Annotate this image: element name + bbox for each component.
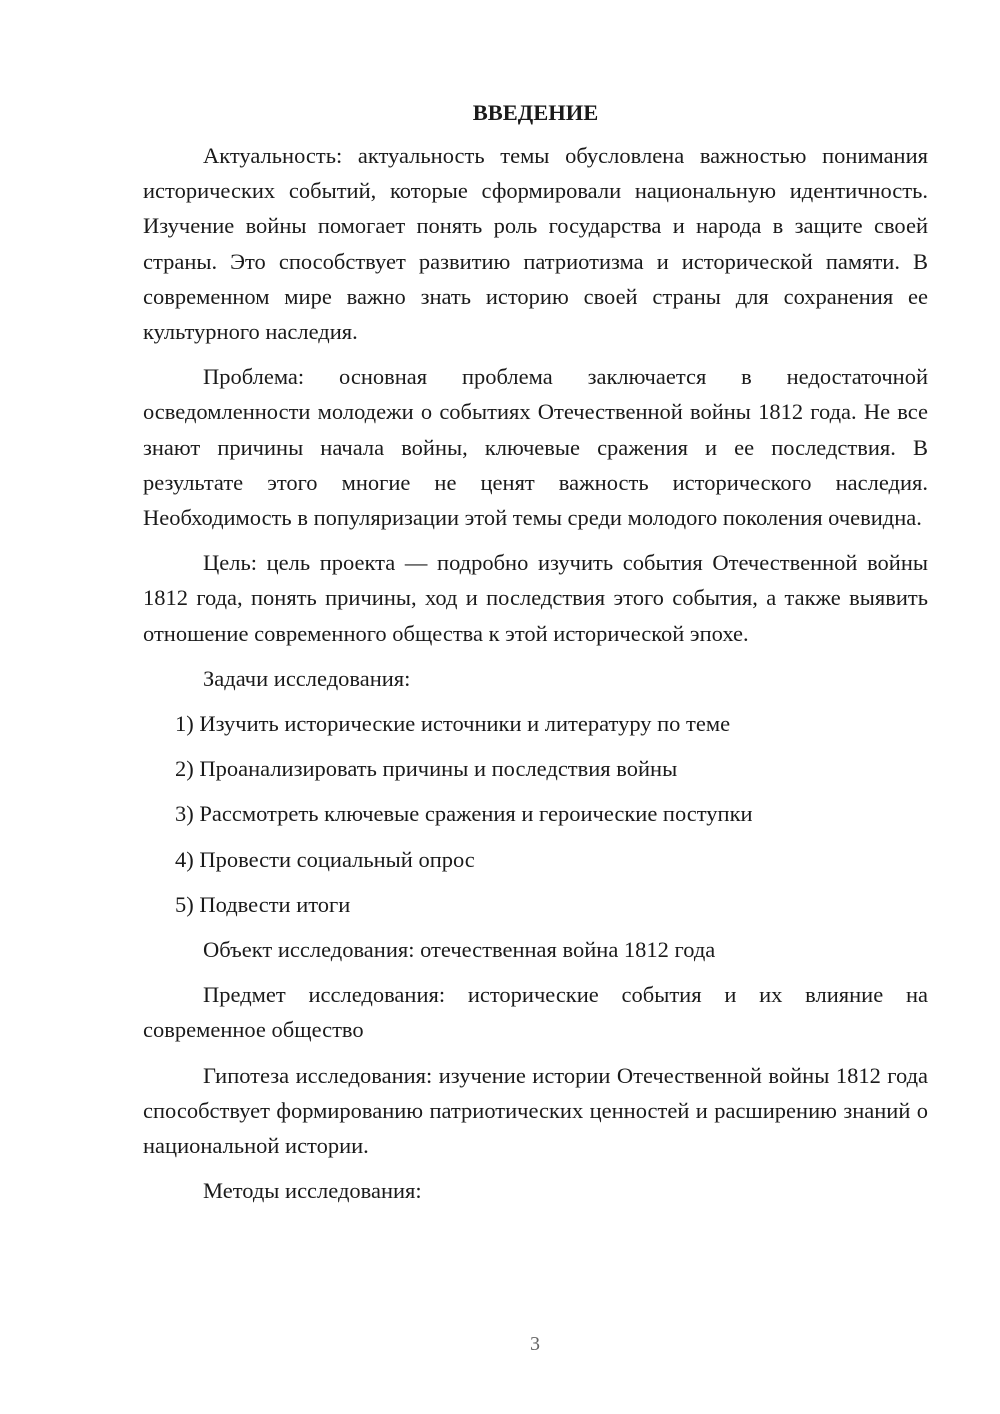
problem-paragraph: Проблема: основная проблема заключается в недостаточной осведомленности молодежи о событиях Отечественной войны 1812 года. Не все знают причины начала войны, ключевые сражения и ее последствия. В результате этого многие не ценят важность исторического наследия. Необходимость в популяризации этой темы среди молодого поколения очевидна. <box>143 364 928 531</box>
page-number: 3 <box>530 1333 540 1355</box>
subject-paragraph: Предмет исследования: исторические события и их влияние на современное общество <box>143 982 928 1043</box>
document-title: ВВЕДЕНИЕ <box>472 100 599 125</box>
hypothesis-paragraph: Гипотеза исследования: изучение истории Отечественной войны 1812 года способствует формированию патриотических ценностей и расширению знаний о национальной истории. <box>143 1062 928 1159</box>
list-item: 2) Проанализировать причины и последствия войны <box>175 756 678 782</box>
list-item: 5) Подвести итоги <box>175 891 351 917</box>
methods-heading: Методы исследования: <box>203 1178 422 1204</box>
object-paragraph: Объект исследования: отечественная война 1812 года <box>203 937 716 963</box>
tasks-heading: Задачи исследования: <box>203 665 411 691</box>
list-item: 4) Провести социальный опрос <box>175 846 475 872</box>
list-item: 1) Изучить исторические источники и литературу по теме <box>175 711 731 737</box>
relevance-paragraph: Актуальность: актуальность темы обусловлена важностью понимания исторических событий, которые сформировали национальную идентичность. Изучение войны помогает понять роль государства и народа в защите своей страны. Это способствует развитию патриотизма и исторической памяти. В современном мире важно знать историю своей страны для сохранения ее культурного наследия. <box>143 143 928 345</box>
goal-paragraph: Цель: цель проекта — подробно изучить события Отечественной войны 1812 года, понять причины, ход и последствия этого события, а также выявить отношение современного общества к этой исторической эпохе. <box>143 550 928 646</box>
list-item: 3) Рассмотреть ключевые сражения и героические поступки <box>175 801 753 827</box>
tasks-list <box>143 706 928 922</box>
document-body <box>143 95 928 1218</box>
